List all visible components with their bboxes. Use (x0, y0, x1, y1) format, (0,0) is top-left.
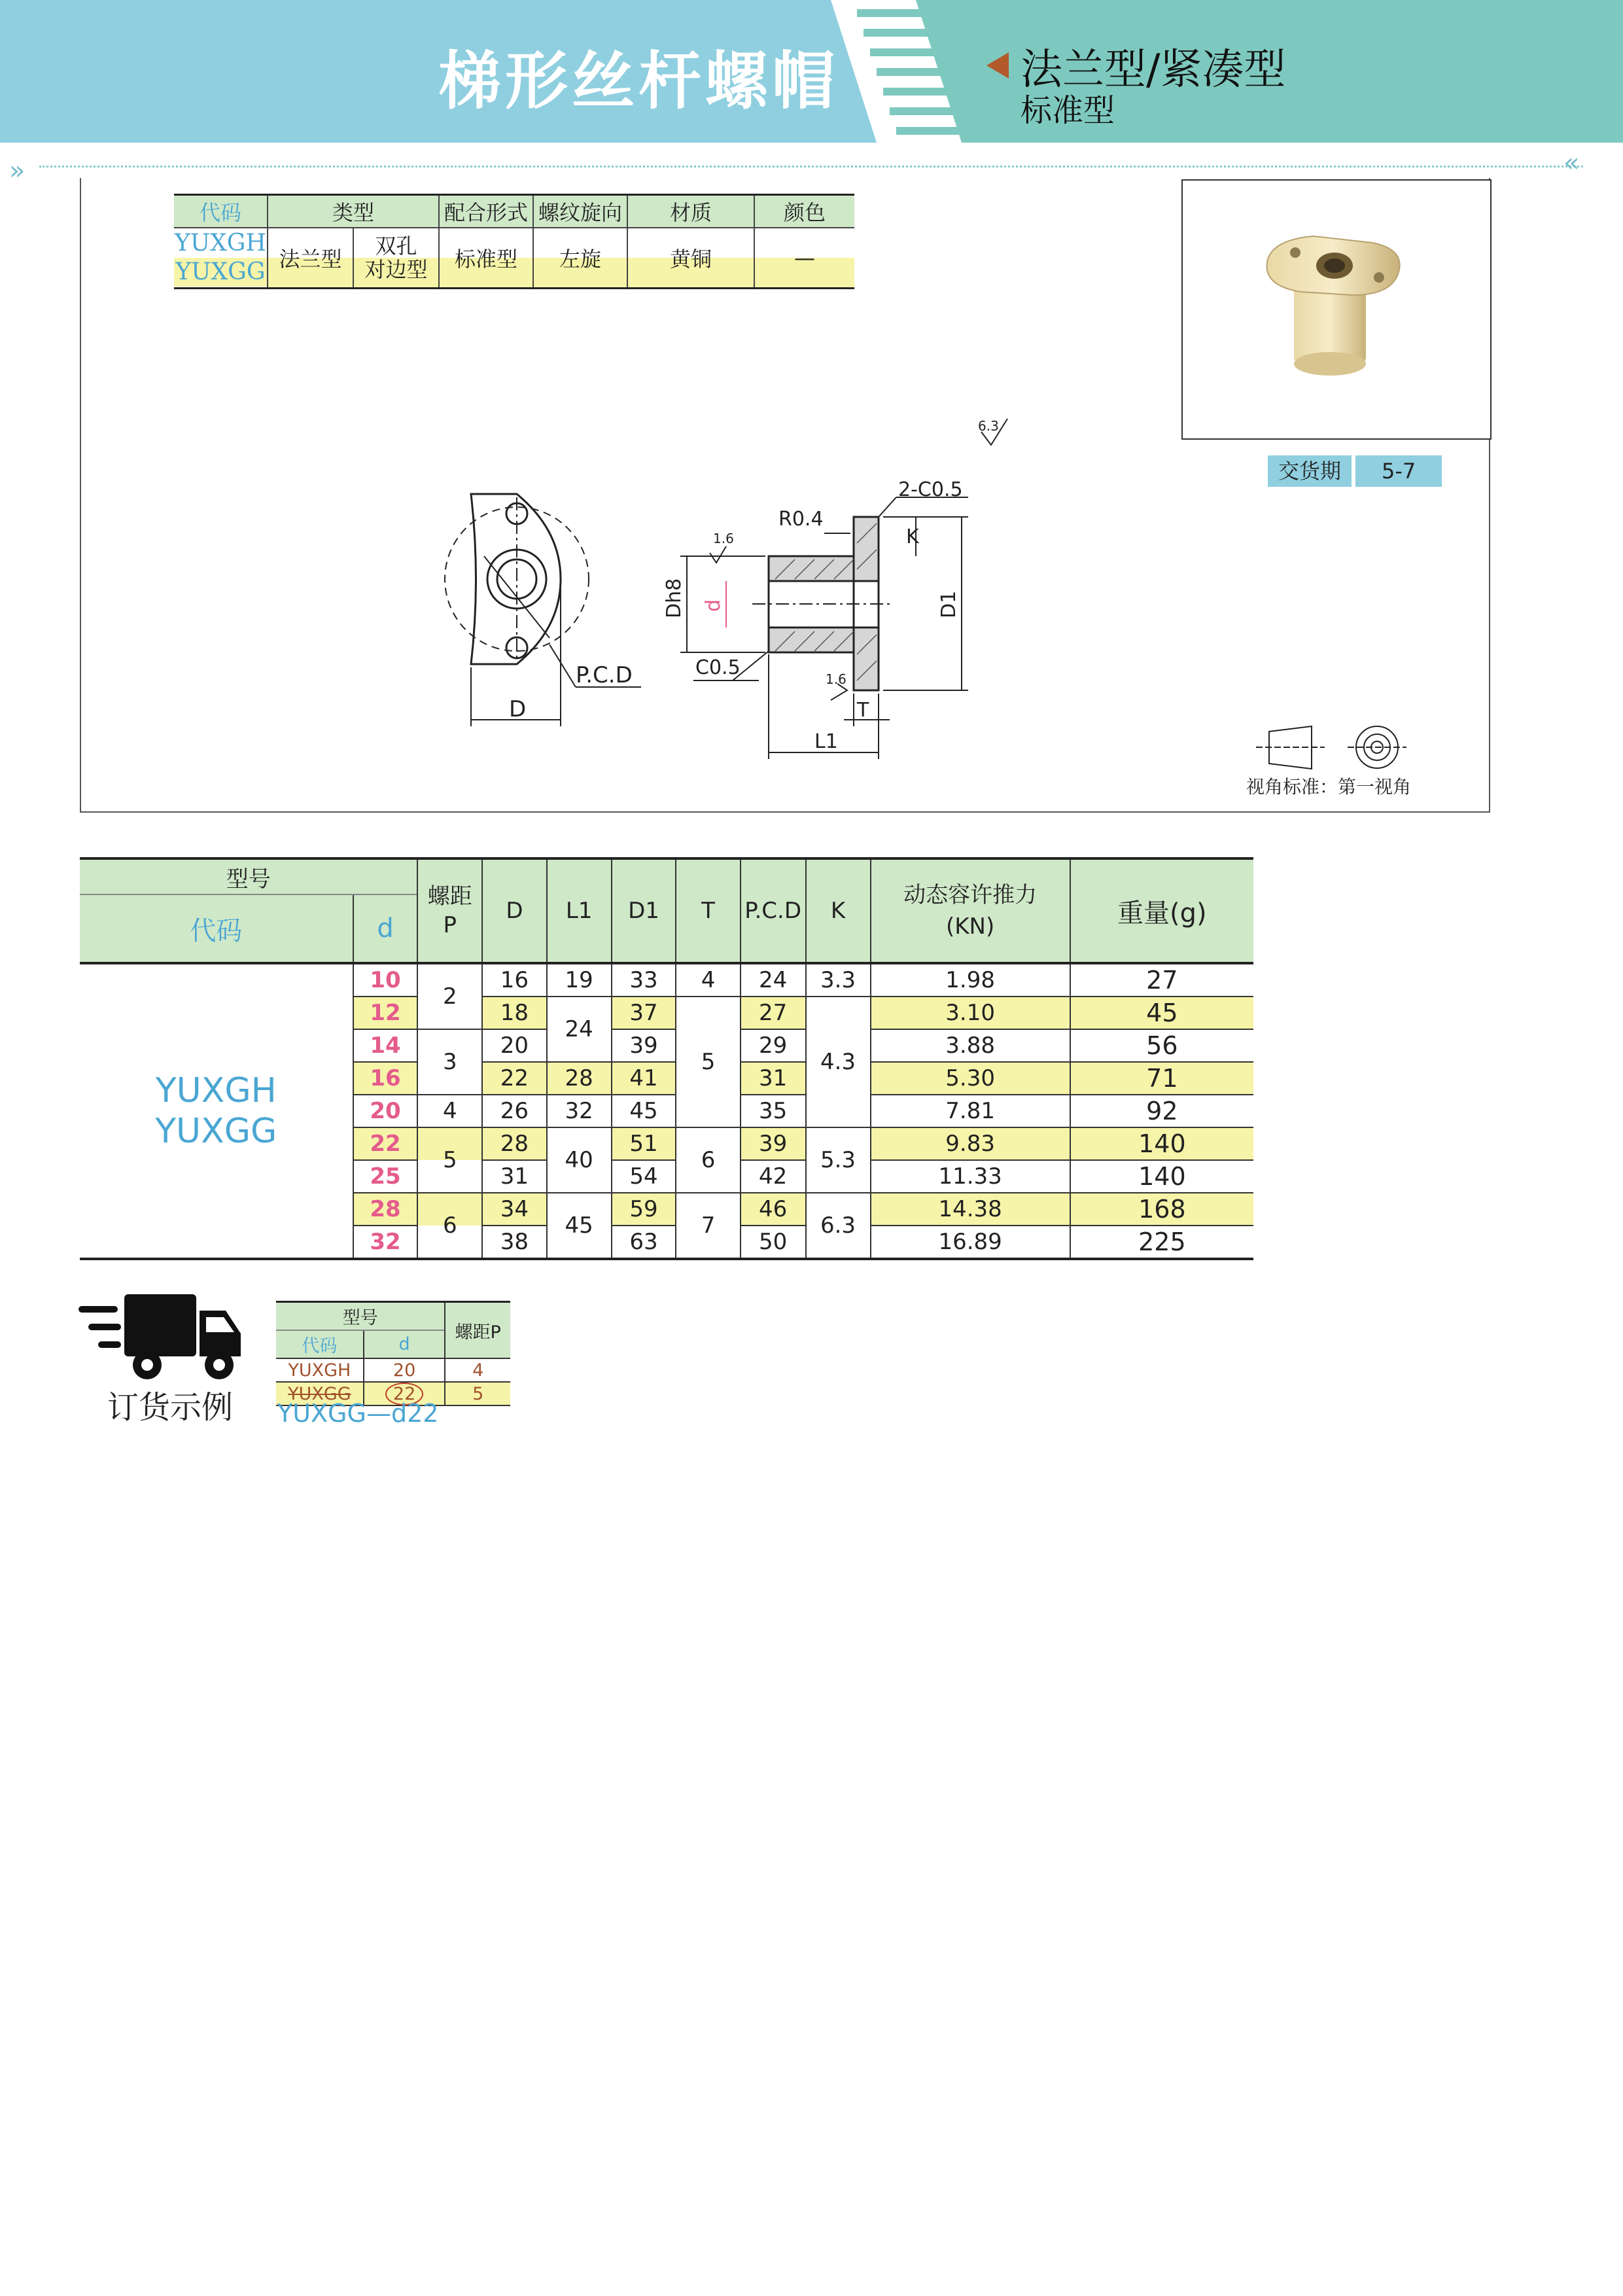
cell-D1: 63 (612, 1226, 676, 1259)
lead-time-label: 交货期 (1268, 455, 1352, 487)
label-roughness-1: 6.3 (978, 418, 999, 434)
label-l1: L1 (814, 730, 838, 753)
label-d1: D1 (937, 590, 960, 618)
cell-d: 14 (353, 1029, 418, 1062)
cell-D: 26 (482, 1095, 547, 1127)
cell-d: 10 (353, 963, 418, 997)
label-dh8: Dh8 (663, 578, 686, 618)
spec-type2 (353, 228, 439, 289)
cell-D1: 39 (612, 1029, 676, 1062)
cell-T: 5 (676, 997, 740, 1127)
spec-type2-line1: 双孔 (375, 234, 417, 258)
cell-K: 6.3 (806, 1193, 871, 1259)
order-th-code: 代码 (276, 1330, 364, 1358)
th-pitch-1: 螺距 (427, 883, 472, 910)
page-title: 梯形丝杆螺帽 (438, 44, 839, 118)
cell-weight: 56 (1070, 1029, 1253, 1062)
view-standard-text: 视角标准：第一视角 (1246, 776, 1412, 798)
model-codes (80, 963, 353, 1259)
cell-D: 22 (482, 1062, 547, 1095)
cell-T: 7 (676, 1193, 740, 1259)
cell-K: 4.3 (806, 997, 871, 1127)
cell-load: 7.81 (871, 1095, 1070, 1127)
page-subtitle: 法兰型/紧凑型 (1021, 46, 1286, 94)
cell-L1: 40 (547, 1127, 612, 1193)
cell-PCD: 46 (741, 1193, 806, 1226)
section-view (680, 419, 1007, 759)
table-row (80, 963, 1253, 997)
label-r: R0.4 (778, 508, 824, 531)
cell-load: 3.88 (871, 1029, 1070, 1062)
cell-load: 1.98 (871, 963, 1070, 997)
th-pitch (417, 858, 482, 963)
product-photo (1181, 179, 1492, 440)
th-load-2: (KN) (945, 913, 995, 940)
cell-d: 28 (353, 1193, 418, 1226)
cell-load: 16.89 (871, 1226, 1070, 1259)
spec-header: 配合形式 (439, 195, 533, 228)
order-example-code: YUXGG—d22 (277, 1399, 439, 1428)
cell-load: 3.10 (871, 997, 1070, 1029)
cell-PCD: 24 (741, 963, 806, 997)
cell-D: 38 (482, 1226, 547, 1259)
technical-drawing (419, 406, 1505, 811)
spec-color: — (754, 228, 854, 289)
cell-d: 16 (353, 1062, 418, 1095)
cell-d: 25 (353, 1160, 418, 1193)
cell-D1: 54 (612, 1160, 676, 1193)
th-load-1: 动态容许推力 (903, 882, 1038, 908)
code-yuxgg: YUXGG (174, 258, 267, 287)
brass-nut-image (1183, 181, 1490, 438)
cell-load: 11.33 (871, 1160, 1070, 1193)
cell-D: 31 (482, 1160, 547, 1193)
th-D: D (482, 858, 547, 963)
cell-weight: 140 (1070, 1160, 1253, 1193)
header-stripes (831, 0, 962, 143)
order-th-pitch: 螺距P (445, 1302, 510, 1359)
cell-d: 12 (353, 997, 418, 1029)
order-th-model: 型号 (276, 1302, 445, 1331)
order-cell-code: YUXGG (288, 1383, 351, 1404)
cell-K: 3.3 (806, 963, 871, 997)
spec-header: 代码 (174, 195, 268, 228)
cell-D1: 33 (612, 963, 676, 997)
label-t: T (857, 699, 869, 722)
cell-D: 34 (482, 1193, 547, 1226)
order-table (276, 1301, 510, 1406)
cell-weight: 168 (1070, 1193, 1253, 1226)
cell-D: 20 (482, 1029, 547, 1062)
order-example-label: 订货示例 (107, 1389, 234, 1426)
label-roughness-3: 1.6 (826, 671, 846, 687)
cell-p: 5 (417, 1127, 482, 1193)
cell-d: 32 (353, 1226, 418, 1259)
cell-L1: 24 (547, 997, 612, 1062)
page-subtitle-2: 标准型 (1021, 92, 1115, 129)
cell-PCD: 27 (741, 997, 806, 1029)
cell-load: 14.38 (871, 1193, 1070, 1226)
label-d: d (702, 599, 725, 612)
chevron-left-icon: « (1563, 148, 1580, 178)
spec-table (174, 194, 854, 289)
spec-fit: 标准型 (439, 228, 533, 289)
cell-PCD: 35 (741, 1095, 806, 1127)
order-cell-d: 20 (364, 1358, 445, 1382)
cell-p: 6 (417, 1193, 482, 1259)
th-D1: D1 (612, 858, 676, 963)
th-model: 型号 (80, 858, 417, 894)
lead-time-value: 5-7 (1355, 455, 1442, 487)
th-T: T (676, 858, 740, 963)
label-D: D (509, 696, 527, 722)
front-view (445, 494, 641, 726)
label-roughness-2: 1.6 (713, 531, 734, 546)
th-L1: L1 (547, 858, 612, 963)
label-chamfer: 2-C0.5 (898, 478, 963, 501)
arrow-left-icon (986, 52, 1009, 79)
cell-PCD: 39 (741, 1127, 806, 1160)
cell-D: 16 (482, 963, 547, 997)
cell-PCD: 50 (741, 1226, 806, 1259)
cell-d: 22 (353, 1127, 418, 1160)
cell-weight: 92 (1070, 1095, 1253, 1127)
code-yuxgh: YUXGH (175, 230, 266, 256)
cell-weight: 225 (1070, 1226, 1253, 1259)
th-K: K (806, 858, 871, 963)
cell-d: 20 (353, 1095, 418, 1127)
spec-header: 类型 (268, 195, 439, 228)
code-yuxgh: YUXGH (155, 1071, 277, 1110)
order-cell-code: YUXGH (288, 1360, 351, 1381)
th-code: 代码 (80, 894, 353, 963)
cell-weight: 45 (1070, 997, 1253, 1029)
cell-load: 5.30 (871, 1062, 1070, 1095)
th-weight: 重量(g) (1070, 858, 1253, 963)
spec-material: 黄铜 (627, 228, 754, 289)
th-pitch-2: P (443, 912, 457, 938)
spec-thread: 左旋 (533, 228, 627, 289)
spec-header: 材质 (627, 195, 754, 228)
cell-L1: 45 (547, 1193, 612, 1259)
cell-L1: 19 (547, 963, 612, 997)
cell-weight: 27 (1070, 963, 1253, 997)
cell-p: 2 (417, 963, 482, 1029)
cell-T: 4 (676, 963, 740, 997)
cell-D1: 45 (612, 1095, 676, 1127)
spec-header: 螺纹旋向 (533, 195, 627, 228)
spec-type: 法兰型 (268, 228, 353, 289)
cell-p: 3 (417, 1029, 482, 1095)
th-d: d (353, 894, 418, 963)
label-pcd: P.C.D (576, 662, 633, 688)
cell-PCD: 42 (741, 1160, 806, 1193)
cell-D1: 51 (612, 1127, 676, 1160)
chevron-right-icon: » (9, 156, 26, 186)
order-th-d: d (364, 1330, 445, 1358)
label-k: K (906, 525, 919, 548)
cell-D1: 37 (612, 997, 676, 1029)
spec-codes (174, 228, 268, 289)
cell-PCD: 29 (741, 1029, 806, 1062)
spec-type2-line2: 对边型 (364, 257, 428, 282)
order-d-circled: 22 (385, 1383, 423, 1405)
th-load (871, 858, 1070, 963)
code-yuxgg: YUXGG (155, 1112, 277, 1151)
truck-icon (79, 1294, 242, 1383)
divider (39, 166, 1583, 168)
cell-L1: 32 (547, 1095, 612, 1127)
cell-weight: 71 (1070, 1062, 1253, 1095)
cell-D1: 59 (612, 1193, 676, 1226)
order-cell-p: 4 (445, 1358, 510, 1382)
cell-T: 6 (676, 1127, 740, 1193)
cell-L1: 28 (547, 1062, 612, 1095)
cell-weight: 140 (1070, 1127, 1253, 1160)
dimension-table (80, 857, 1253, 1260)
cell-K: 5.3 (806, 1127, 871, 1193)
cell-D: 28 (482, 1127, 547, 1160)
label-c05: C0.5 (695, 656, 741, 679)
spec-header: 颜色 (754, 195, 854, 228)
cell-D1: 41 (612, 1062, 676, 1095)
cell-PCD: 31 (741, 1062, 806, 1095)
order-row (276, 1358, 510, 1382)
cell-load: 9.83 (871, 1127, 1070, 1160)
th-PCD: P.C.D (741, 858, 806, 963)
view-symbol-icon (1256, 726, 1406, 769)
cell-p: 4 (417, 1095, 482, 1127)
cell-D: 18 (482, 997, 547, 1029)
order-cell-p: 5 (445, 1382, 510, 1405)
